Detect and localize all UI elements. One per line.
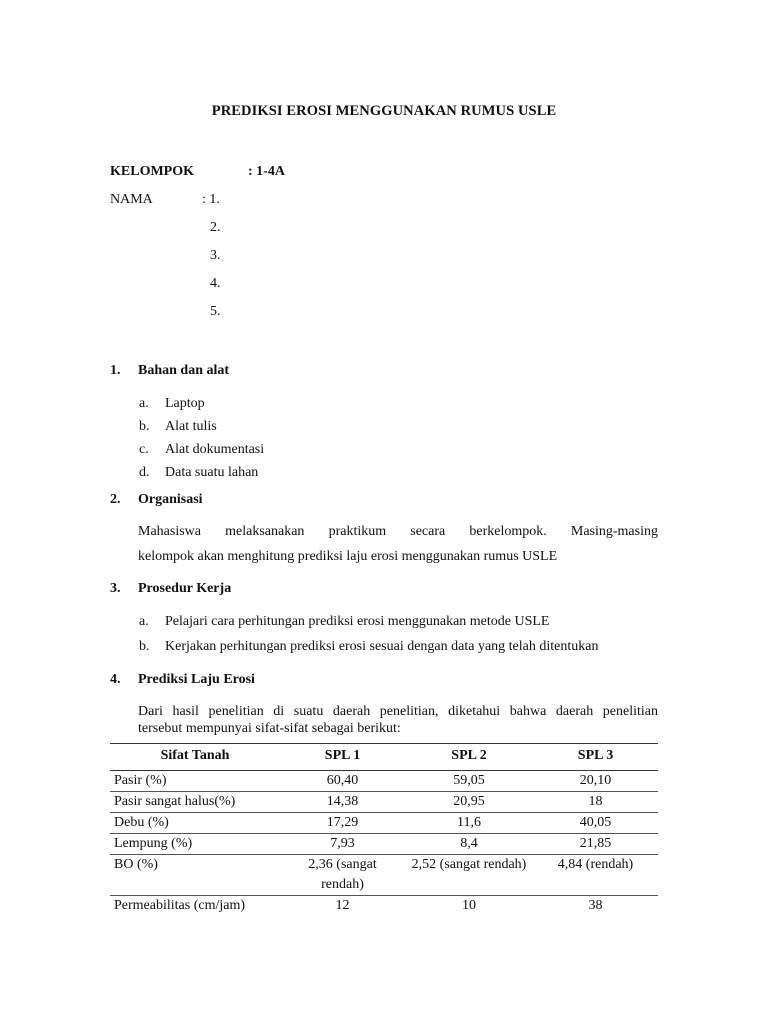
table-header-cell: SPL 3 — [533, 744, 658, 771]
kelompok-label: KELOMPOK — [110, 164, 194, 179]
table-cell: 7,93 — [280, 834, 405, 855]
list-marker: d. — [139, 465, 150, 480]
list-item: Laptop — [165, 396, 205, 411]
nama-item-1: : 1. — [202, 192, 220, 207]
table-row — [110, 813, 658, 834]
list-item: Kerjakan perhitungan prediksi erosi sesuai dengan data yang telah ditentukan — [165, 639, 599, 654]
table-cell: 21,85 — [533, 834, 658, 855]
list-item: Alat tulis — [165, 419, 217, 434]
nama-item-3: 3. — [210, 248, 221, 263]
list-item: Data suatu lahan — [165, 465, 259, 480]
soil-properties-table — [110, 743, 658, 916]
table-cell: Lempung (%) — [110, 834, 280, 855]
table-cell: 12 — [335, 898, 350, 913]
nama-item-5: 5. — [210, 304, 221, 319]
paragraph-line: Dari hasil penelitian di suatu daerah penelitian, diketahui bahwa daerah penelitian — [138, 704, 658, 719]
table-cell: 8,4 — [405, 834, 533, 855]
table-cell: Pasir sangat halus(%) — [110, 792, 280, 813]
table-cell: 18 — [533, 792, 658, 813]
table-cell: 20,10 — [533, 771, 658, 792]
table-cell: 60,40 — [280, 771, 405, 792]
table-cell: Debu (%) — [110, 813, 280, 834]
section-3-heading: Prosedur Kerja — [138, 581, 232, 596]
table-cell: 59,05 — [405, 771, 533, 792]
list-item: Alat dokumentasi — [165, 442, 265, 457]
list-marker: a. — [139, 396, 149, 411]
list-marker: b. — [139, 639, 150, 654]
paragraph-line: kelompok akan menghitung prediksi laju erosi menggunakan rumus USLE — [138, 549, 558, 564]
section-1-number: 1. — [110, 363, 121, 378]
table-row — [110, 834, 658, 855]
list-marker: c. — [139, 442, 149, 457]
table-cell: 11,6 — [405, 813, 533, 834]
nama-label: NAMA — [110, 192, 153, 207]
table-header-cell: SPL 2 — [405, 744, 533, 771]
table-row — [110, 855, 658, 896]
kelompok-value: : 1-4A — [248, 164, 285, 179]
table-cell: 2,36 (sangat rendah) — [280, 855, 405, 896]
section-4-heading: Prediksi Laju Erosi — [138, 672, 255, 687]
section-4-number: 4. — [110, 672, 121, 687]
table-header-cell: SPL 1 — [280, 744, 405, 771]
section-2-number: 2. — [110, 492, 121, 507]
table-cell: 10 — [462, 898, 476, 913]
section-3-number: 3. — [110, 581, 121, 596]
section-2-heading: Organisasi — [138, 492, 203, 507]
nama-item-4: 4. — [210, 276, 221, 291]
paragraph-line: tersebut mempunyai sifat-sifat sebagai berikut: — [138, 721, 401, 736]
table-row — [110, 792, 658, 813]
table-row — [110, 896, 658, 917]
table-cell: BO (%) — [110, 855, 280, 896]
table-cell: Permeabilitas (cm/jam) — [114, 898, 246, 913]
table-header-row — [110, 744, 658, 771]
table-row — [110, 771, 658, 792]
table-cell: 4,84 (rendah) — [533, 855, 658, 896]
table-cell: Pasir (%) — [110, 771, 280, 792]
list-marker: b. — [139, 419, 150, 434]
paragraph-line: Mahasiswa melaksanakan praktikum secara berkelompok. Masing-masing — [138, 524, 658, 539]
document-title: PREDIKSI EROSI MENGGUNAKAN RUMUS USLE — [211, 103, 557, 119]
table-cell: 14,38 — [280, 792, 405, 813]
section-1-heading: Bahan dan alat — [138, 363, 230, 378]
table-header-cell: Sifat Tanah — [110, 744, 280, 771]
table-cell: 40,05 — [533, 813, 658, 834]
table-cell: 20,95 — [405, 792, 533, 813]
nama-item-2: 2. — [210, 220, 221, 235]
list-item: Pelajari cara perhitungan prediksi erosi menggunakan metode USLE — [165, 614, 550, 629]
list-marker: a. — [139, 614, 149, 629]
table-cell: 38 — [588, 898, 603, 913]
table-cell: 17,29 — [280, 813, 405, 834]
table-cell: 2,52 (sangat rendah) — [405, 855, 533, 896]
